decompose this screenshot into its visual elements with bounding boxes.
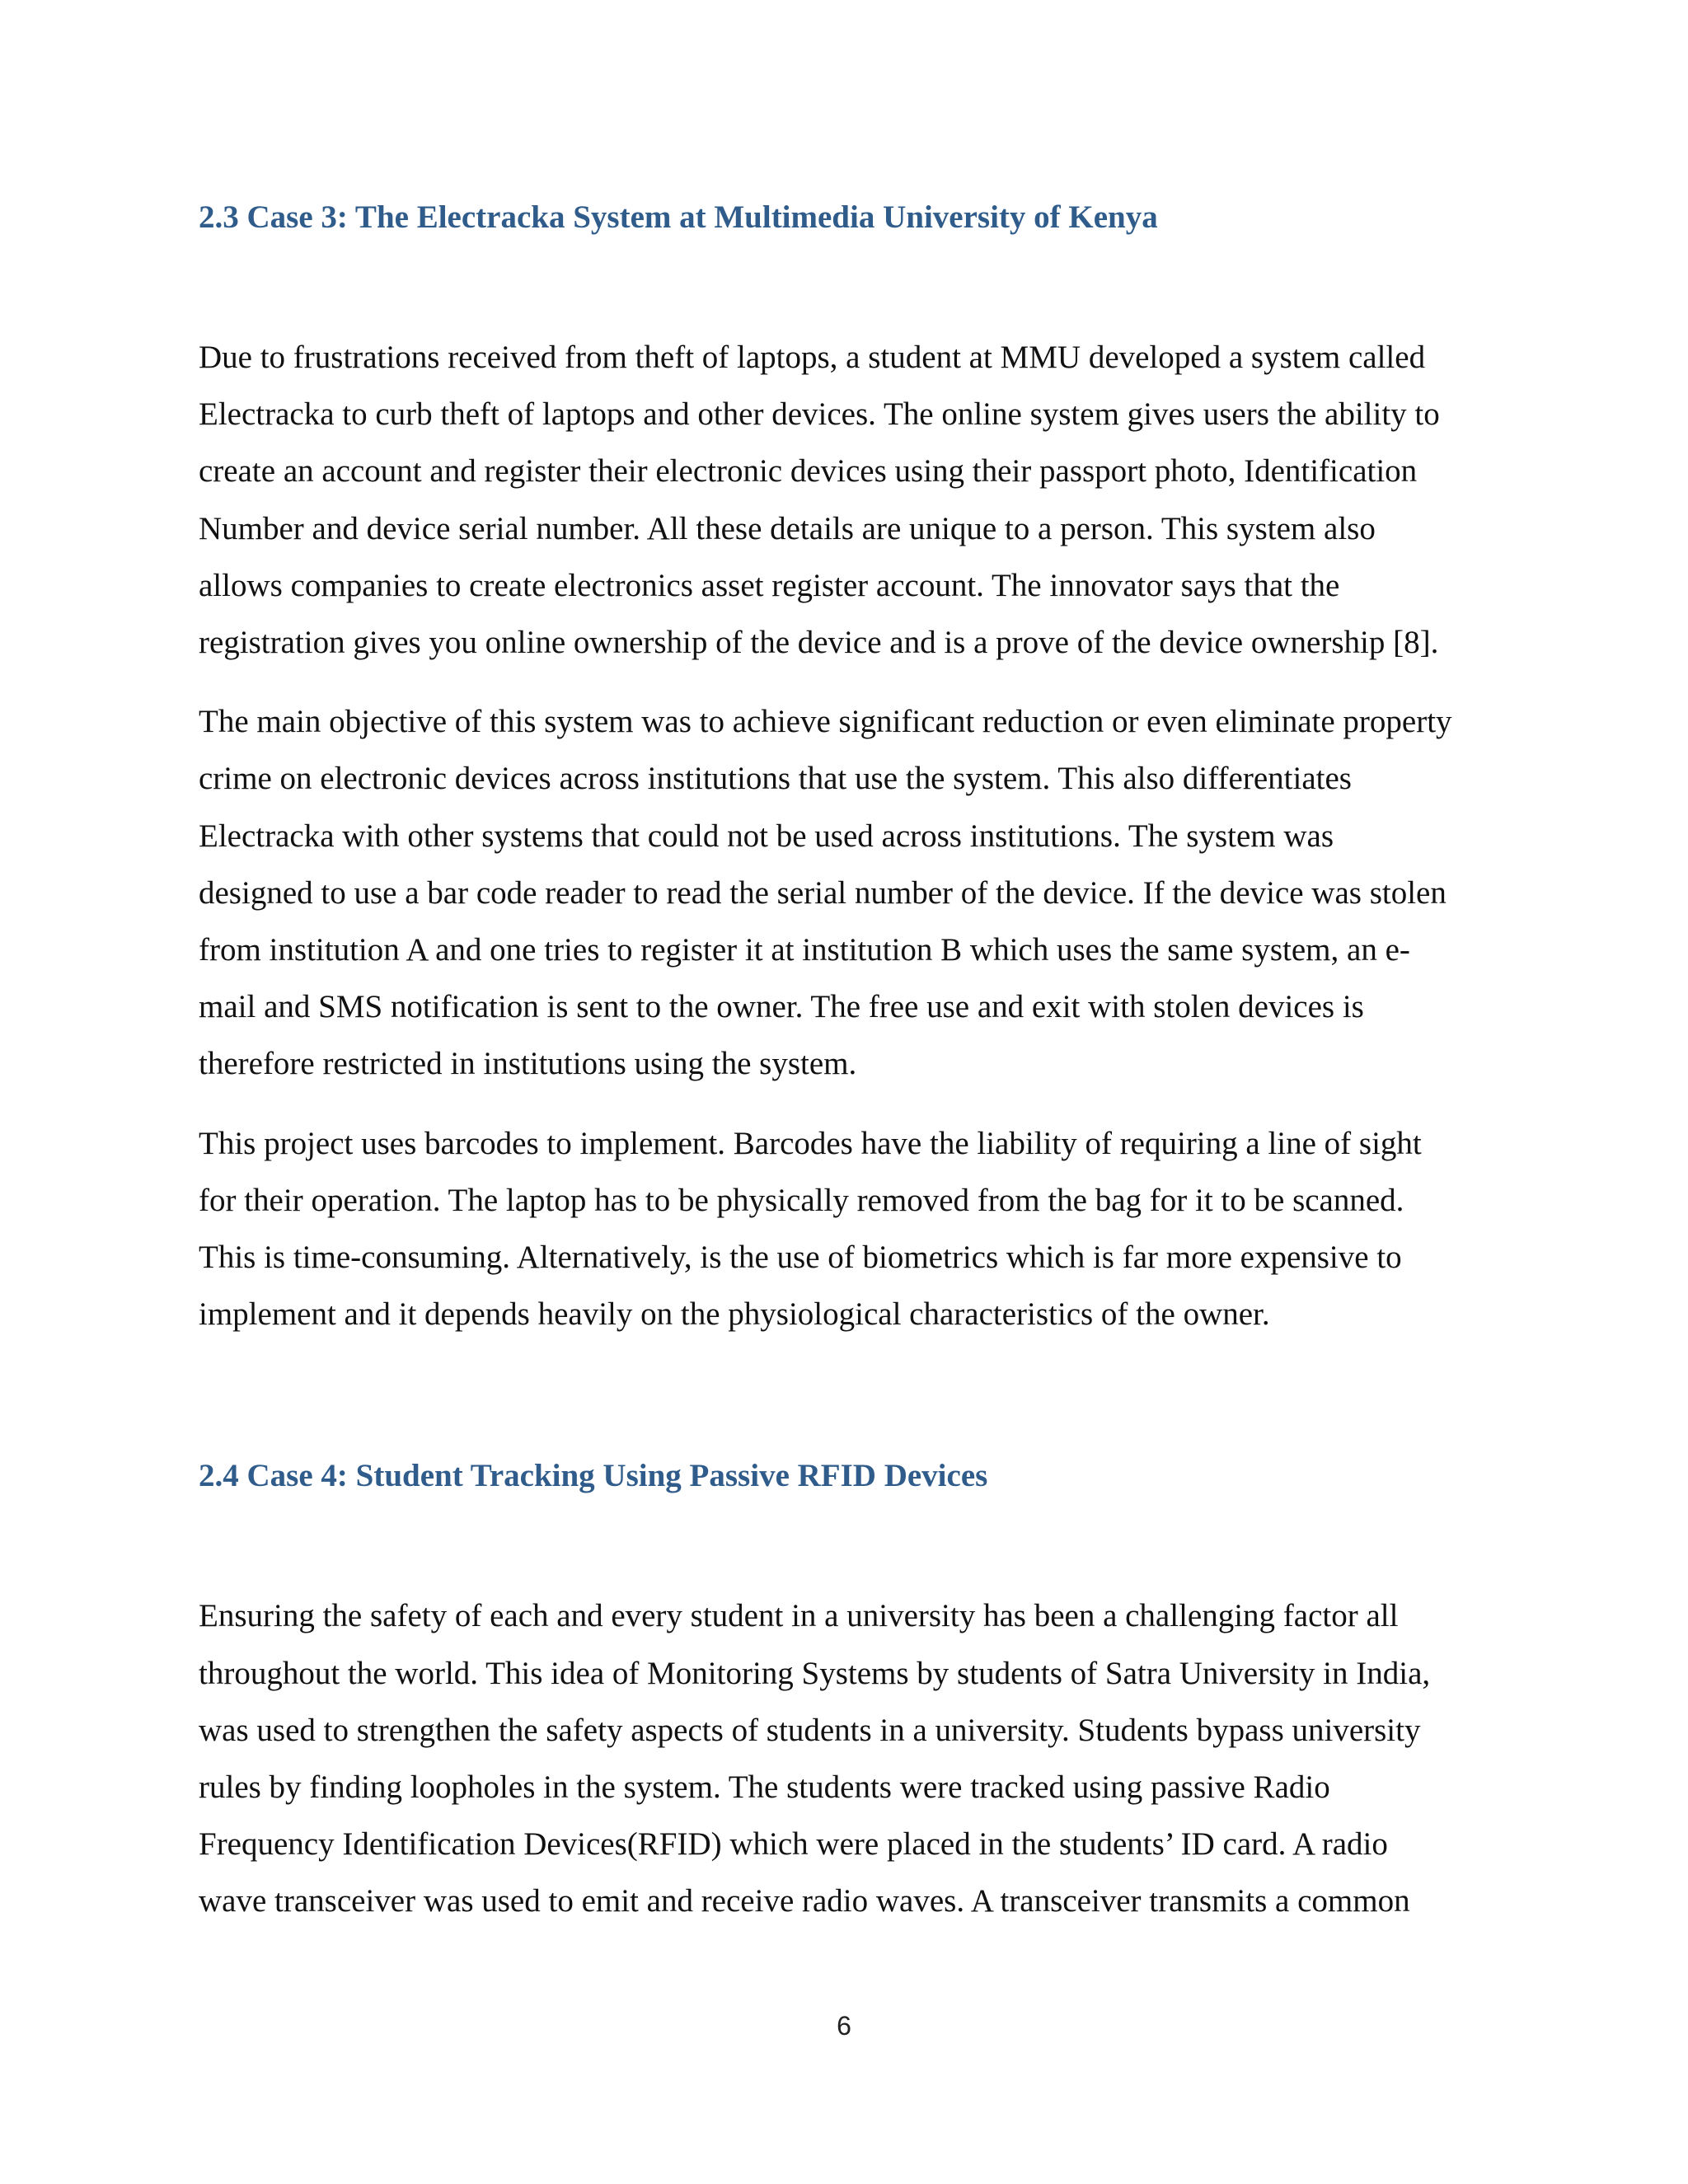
paragraph-line: Frequency Identification Devices(RFID) which were placed in the students’ ID card. A radio (199, 1826, 1388, 1863)
paragraph-line: for their operation. The laptop has to be physically removed from the bag for it to be scanned. (199, 1182, 1404, 1218)
paragraph-line: was used to strengthen the safety aspects of students in a university. Students bypass university (199, 1712, 1421, 1748)
paragraph-line: therefore restricted in institutions using the system. (199, 1046, 857, 1082)
paragraph-line: This project uses barcodes to implement. Barcodes have the liability of requiring a line of sight (199, 1125, 1422, 1161)
section-2-4-paragraph-1 (199, 1587, 1501, 1929)
paragraph-line: rules by finding loopholes in the system. The students were tracked using passive Radio (199, 1769, 1330, 1806)
paragraph-line: Due to frustrations received from theft of laptops, a student at MMU developed a system called (199, 340, 1426, 375)
paragraph-line: throughout the world. This idea of Monitoring Systems by students of Satra University in India, (199, 1655, 1431, 1691)
paragraph-line: The main objective of this system was to achieve significant reduction or even eliminate property (199, 704, 1452, 740)
paragraph-line: mail and SMS notification is sent to the owner. The free use and exit with stolen devices is (199, 989, 1364, 1025)
paragraph-line: implement and it depends heavily on the physiological characteristics of the owner. (199, 1296, 1270, 1333)
paragraph-line: wave transceiver was used to emit and receive radio waves. A transceiver transmits a common (199, 1883, 1410, 1919)
paragraph-line: Electracka to curb theft of laptops and other devices. The online system gives users the ability to (199, 396, 1440, 433)
page-content (199, 188, 1501, 1930)
paragraph-line: Electracka with other systems that could not be used across institutions. The system was (199, 818, 1334, 854)
paragraph-line: Number and device serial number. All these details are unique to a person. This system also (199, 510, 1376, 546)
section-heading-2-3: 2.3 Case 3: The Electracka System at Multimedia University of Kenya (199, 199, 1158, 235)
paragraph-line: designed to use a bar code reader to read the serial number of the device. If the device was stolen (199, 874, 1447, 911)
section-2-3-paragraph-1 (199, 329, 1501, 671)
section-2-3-paragraph-3 (199, 1115, 1501, 1343)
paragraph-line: This is time-consuming. Alternatively, is the use of biometrics which is far more expensive to (199, 1240, 1402, 1276)
paragraph-line: from institution A and one tries to register it at institution B which uses the same system, an e- (199, 932, 1410, 968)
section-2-3-paragraph-2 (199, 693, 1501, 1092)
paragraph-line: create an account and register their electronic devices using their passport photo, Identification (199, 453, 1418, 490)
paragraph-line: Ensuring the safety of each and every student in a university has been a challenging factor all (199, 1598, 1399, 1634)
paragraph-line: registration gives you online ownership of the device and is a prove of the device ownership [8]. (199, 625, 1439, 661)
section-heading-2-4: 2.4 Case 4: Student Tracking Using Passive RFID Devices (199, 1458, 988, 1494)
page-number: 6 (837, 2011, 851, 2041)
paragraph-line: allows companies to create electronics asset register account. The innovator says that the (199, 567, 1340, 603)
paragraph-line: crime on electronic devices across institutions that use the system. This also differentiates (199, 761, 1352, 797)
